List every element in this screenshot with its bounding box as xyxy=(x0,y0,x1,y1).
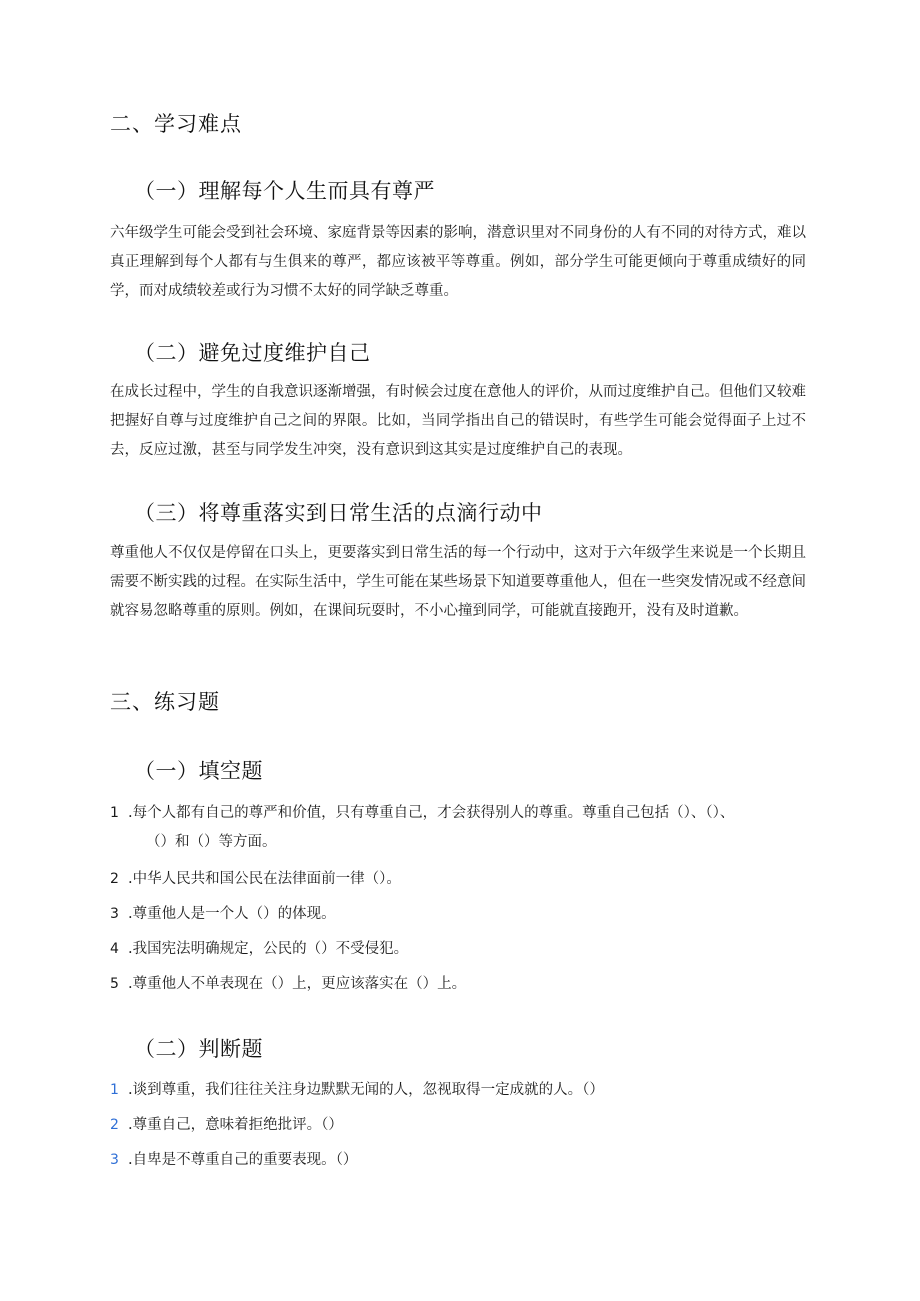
item-text: .我国宪法明确规定，公民的（）不受侵犯。 xyxy=(128,941,409,957)
fill-blank-item xyxy=(110,799,810,857)
item-number: 3 xyxy=(110,906,119,922)
paragraph-over-defending: 在成长过程中，学生的自我意识逐渐增强，有时候会过度在意他人的评价，从而过度维护自己。但他们又较难把握好自尊与过度维护自己之间的界限。比如，当同学指出自己的错误时，有些学生可能会觉得面子上过不去，反应过激，甚至与同学发生冲突，没有意识到这其实是过度维护自己的表现。 xyxy=(110,384,806,458)
section-heading-exercises: 三、练习题 xyxy=(110,690,220,714)
true-false-item xyxy=(110,1111,810,1140)
true-false-item xyxy=(110,1146,810,1175)
item-text: .中华人民共和国公民在法律面前一律（）。 xyxy=(128,871,401,887)
paragraph-daily-action: 尊重他人不仅仅是停留在口头上，更要落实到日常生活的每一个行动中，这对于六年级学生来说是一个长期且需要不断实践的过程。在实际生活中，学生可能在某些场景下知道要尊重他人，但在一些突发情况或不经意间就容易忽略尊重的原则。例如，在课间玩耍时，不小心撞到同学，可能就直接跑开，没有及时道歉。 xyxy=(110,545,806,619)
subsection-heading-daily-action: （三）将尊重落实到日常生活的点滴行动中 xyxy=(134,501,543,525)
item-text: .尊重自己，意味着拒绝批评。（） xyxy=(128,1117,343,1133)
fill-blank-item xyxy=(110,900,810,929)
item-text: .尊重他人是一个人（）的体现。 xyxy=(128,906,336,922)
item-number: 3 xyxy=(110,1152,119,1168)
item-number: 5 xyxy=(110,976,119,992)
paragraph-dignity: 六年级学生可能会受到社会环境、家庭背景等因素的影响，潜意识里对不同身份的人有不同的对待方式，难以真正理解到每个人都有与生俱来的尊严，都应该被平等尊重。例如，部分学生可能更倾向于尊重成绩好的同学，而对成绩较差或行为习惯不太好的同学缺乏尊重。 xyxy=(110,225,806,299)
fill-blank-item xyxy=(110,865,810,894)
subsection-heading-true-false: （二）判断题 xyxy=(134,1037,263,1061)
subsection-heading-over-defending: （二）避免过度维护自己 xyxy=(134,341,371,365)
subsection-heading-dignity: （一）理解每个人生而具有尊严 xyxy=(134,179,435,203)
item-text: .尊重他人不单表现在（）上，更应该落实在（）上。 xyxy=(128,976,467,992)
item-number: 1 xyxy=(110,1082,119,1098)
item-number: 2 xyxy=(110,871,119,887)
item-number: 2 xyxy=(110,1117,119,1133)
section-heading-difficulties: 二、学习难点 xyxy=(110,112,242,136)
item-text-continued: （）和（）等方面。 xyxy=(146,834,277,850)
item-number: 4 xyxy=(110,941,119,957)
item-text: .谈到尊重，我们往往关注身边默默无闻的人，忽视取得一定成就的人。（） xyxy=(128,1082,604,1098)
item-text: .每个人都有自己的尊严和价值，只有尊重自己，才会获得别人的尊重。尊重自己包括（）、（）、 xyxy=(128,805,735,821)
item-text: .自卑是不尊重自己的重要表现。（） xyxy=(128,1152,358,1168)
subsection-heading-fill-blank: （一）填空题 xyxy=(134,759,263,783)
fill-blank-item xyxy=(110,935,810,964)
item-number: 1 xyxy=(110,805,119,821)
fill-blank-item xyxy=(110,970,810,999)
true-false-item xyxy=(110,1076,810,1105)
